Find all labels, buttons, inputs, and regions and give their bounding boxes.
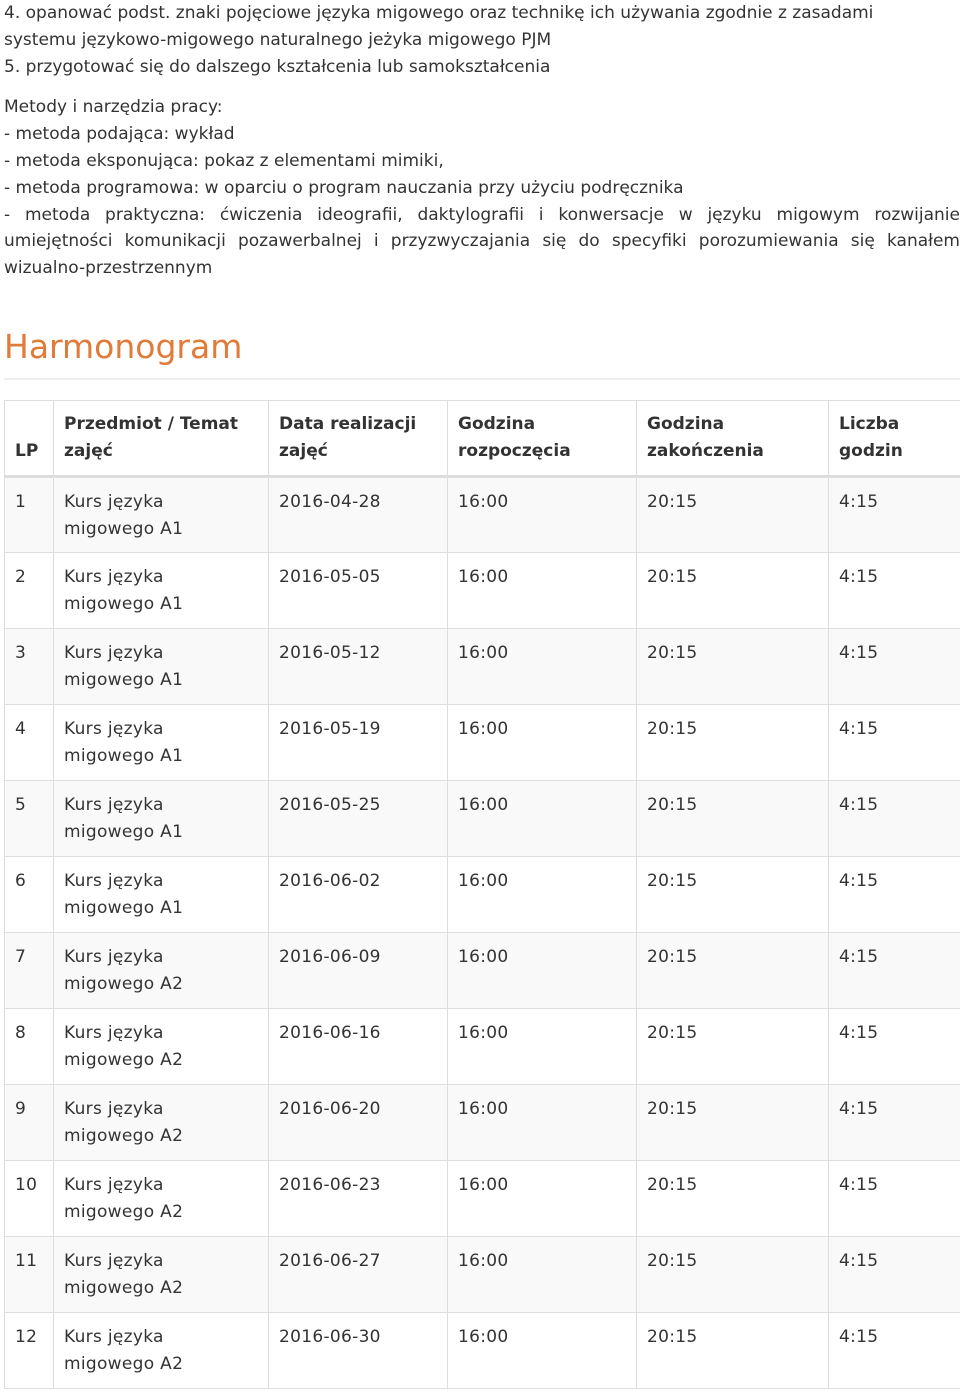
- cell-end-time: 20:15: [637, 1085, 829, 1161]
- cell-date: 2016-04-28: [269, 477, 448, 553]
- cell-start-time: 16:00: [448, 705, 637, 781]
- table-row: [5, 1009, 960, 1085]
- cell-hours: 4:15: [829, 1237, 960, 1313]
- cell-date: 2016-06-23: [269, 1161, 448, 1237]
- cell-end-time: 20:15: [637, 1161, 829, 1237]
- goal-line-4-continued: systemu językowo-migowego naturalnego jeżyka migowego PJM: [4, 29, 552, 50]
- method-demonstration: - metoda eksponująca: pokaz z elementami mimiki,: [4, 150, 444, 171]
- cell-start-time: 16:00: [448, 477, 637, 553]
- cell-hours: 4:15: [829, 553, 960, 629]
- table-row: [5, 477, 960, 553]
- cell-date: 2016-06-02: [269, 857, 448, 933]
- header-hours: Liczba godzin: [829, 401, 960, 477]
- cell-subject: Kurs języka migowego A2: [54, 1237, 269, 1313]
- cell-lp: 9: [5, 1085, 54, 1161]
- cell-hours: 4:15: [829, 857, 960, 933]
- cell-subject: Kurs języka migowego A1: [54, 629, 269, 705]
- cell-date: 2016-06-16: [269, 1009, 448, 1085]
- cell-hours: 4:15: [829, 477, 960, 553]
- schedule-table: [4, 400, 960, 1389]
- cell-start-time: 16:00: [448, 1161, 637, 1237]
- cell-hours: 4:15: [829, 933, 960, 1009]
- cell-lp: 1: [5, 477, 54, 553]
- cell-date: 2016-05-19: [269, 705, 448, 781]
- cell-lp: 5: [5, 781, 54, 857]
- cell-hours: 4:15: [829, 1161, 960, 1237]
- method-practical-continued: umiejętności komunikacji pozawerbalnej i przyzwyczajania się do specyfiki porozumiewania się kanałem: [4, 231, 960, 252]
- table-body: [5, 477, 960, 1389]
- cell-subject: Kurs języka migowego A2: [54, 1313, 269, 1389]
- cell-subject: Kurs języka migowego A2: [54, 1085, 269, 1161]
- methods-title: Metody i narzędzia pracy:: [4, 97, 223, 118]
- cell-end-time: 20:15: [637, 705, 829, 781]
- header-start-time: Godzina rozpoczęcia: [448, 401, 637, 477]
- table-row: [5, 705, 960, 781]
- header-subject: Przedmiot / Temat zajęć: [54, 401, 269, 477]
- cell-date: 2016-05-12: [269, 629, 448, 705]
- cell-date: 2016-06-30: [269, 1313, 448, 1389]
- cell-end-time: 20:15: [637, 1009, 829, 1085]
- cell-subject: Kurs języka migowego A2: [54, 933, 269, 1009]
- header-row: [5, 401, 960, 477]
- goal-line-5: 5. przygotować się do dalszego kształcenia lub samokształcenia: [4, 56, 551, 77]
- cell-lp: 4: [5, 705, 54, 781]
- section-heading: Harmonogram: [4, 327, 243, 366]
- table-row: [5, 857, 960, 933]
- header-end-time: Godzina zakończenia: [637, 401, 829, 477]
- cell-hours: 4:15: [829, 781, 960, 857]
- method-lecture: - metoda podająca: wykład: [4, 124, 235, 145]
- cell-start-time: 16:00: [448, 553, 637, 629]
- cell-date: 2016-06-09: [269, 933, 448, 1009]
- cell-date: 2016-06-20: [269, 1085, 448, 1161]
- cell-subject: Kurs języka migowego A2: [54, 1009, 269, 1085]
- cell-subject: Kurs języka migowego A2: [54, 1161, 269, 1237]
- cell-subject: Kurs języka migowego A1: [54, 857, 269, 933]
- intro-text: [4, 0, 960, 282]
- method-practical-end: wizualno-przestrzennym: [4, 258, 213, 279]
- cell-end-time: 20:15: [637, 477, 829, 553]
- cell-start-time: 16:00: [448, 1085, 637, 1161]
- cell-lp: 8: [5, 1009, 54, 1085]
- cell-end-time: 20:15: [637, 781, 829, 857]
- cell-subject: Kurs języka migowego A1: [54, 781, 269, 857]
- cell-start-time: 16:00: [448, 1009, 637, 1085]
- table-row: [5, 1313, 960, 1389]
- cell-lp: 2: [5, 553, 54, 629]
- cell-lp: 12: [5, 1313, 54, 1389]
- cell-lp: 6: [5, 857, 54, 933]
- cell-end-time: 20:15: [637, 857, 829, 933]
- cell-subject: Kurs języka migowego A1: [54, 553, 269, 629]
- table-row: [5, 1237, 960, 1313]
- cell-lp: 11: [5, 1237, 54, 1313]
- cell-subject: Kurs języka migowego A1: [54, 477, 269, 553]
- table-row: [5, 1085, 960, 1161]
- cell-date: 2016-06-27: [269, 1237, 448, 1313]
- cell-hours: 4:15: [829, 1009, 960, 1085]
- cell-start-time: 16:00: [448, 781, 637, 857]
- cell-end-time: 20:15: [637, 629, 829, 705]
- cell-start-time: 16:00: [448, 1237, 637, 1313]
- cell-start-time: 16:00: [448, 1313, 637, 1389]
- table-row: [5, 553, 960, 629]
- goal-line-4: 4. opanować podst. znaki pojęciowe języka migowego oraz technikę ich używania zgodnie z zasadami: [4, 3, 874, 23]
- method-program: - metoda programowa: w oparciu o program nauczania przy użyciu podręcznika: [4, 177, 684, 198]
- cell-subject: Kurs języka migowego A1: [54, 705, 269, 781]
- cell-lp: 3: [5, 629, 54, 705]
- cell-start-time: 16:00: [448, 629, 637, 705]
- table-row: [5, 933, 960, 1009]
- cell-hours: 4:15: [829, 1085, 960, 1161]
- cell-hours: 4:15: [829, 1313, 960, 1389]
- header-date: Data realizacji zajęć: [269, 401, 448, 477]
- cell-hours: 4:15: [829, 629, 960, 705]
- cell-hours: 4:15: [829, 705, 960, 781]
- cell-end-time: 20:15: [637, 553, 829, 629]
- heading-divider: [4, 378, 960, 380]
- header-lp: LP: [5, 401, 54, 477]
- table-row: [5, 781, 960, 857]
- cell-start-time: 16:00: [448, 857, 637, 933]
- cell-end-time: 20:15: [637, 933, 829, 1009]
- cell-lp: 10: [5, 1161, 54, 1237]
- cell-date: 2016-05-05: [269, 553, 448, 629]
- spacer: [4, 80, 960, 94]
- table-header: [5, 401, 960, 477]
- method-practical: - metoda praktyczna: ćwiczenia ideografii, daktylografii i konwersacje w języku migowym rozwijanie: [4, 204, 960, 225]
- cell-lp: 7: [5, 933, 54, 1009]
- cell-end-time: 20:15: [637, 1313, 829, 1389]
- table-row: [5, 629, 960, 705]
- cell-date: 2016-05-25: [269, 781, 448, 857]
- cell-end-time: 20:15: [637, 1237, 829, 1313]
- table-row: [5, 1161, 960, 1237]
- cell-start-time: 16:00: [448, 933, 637, 1009]
